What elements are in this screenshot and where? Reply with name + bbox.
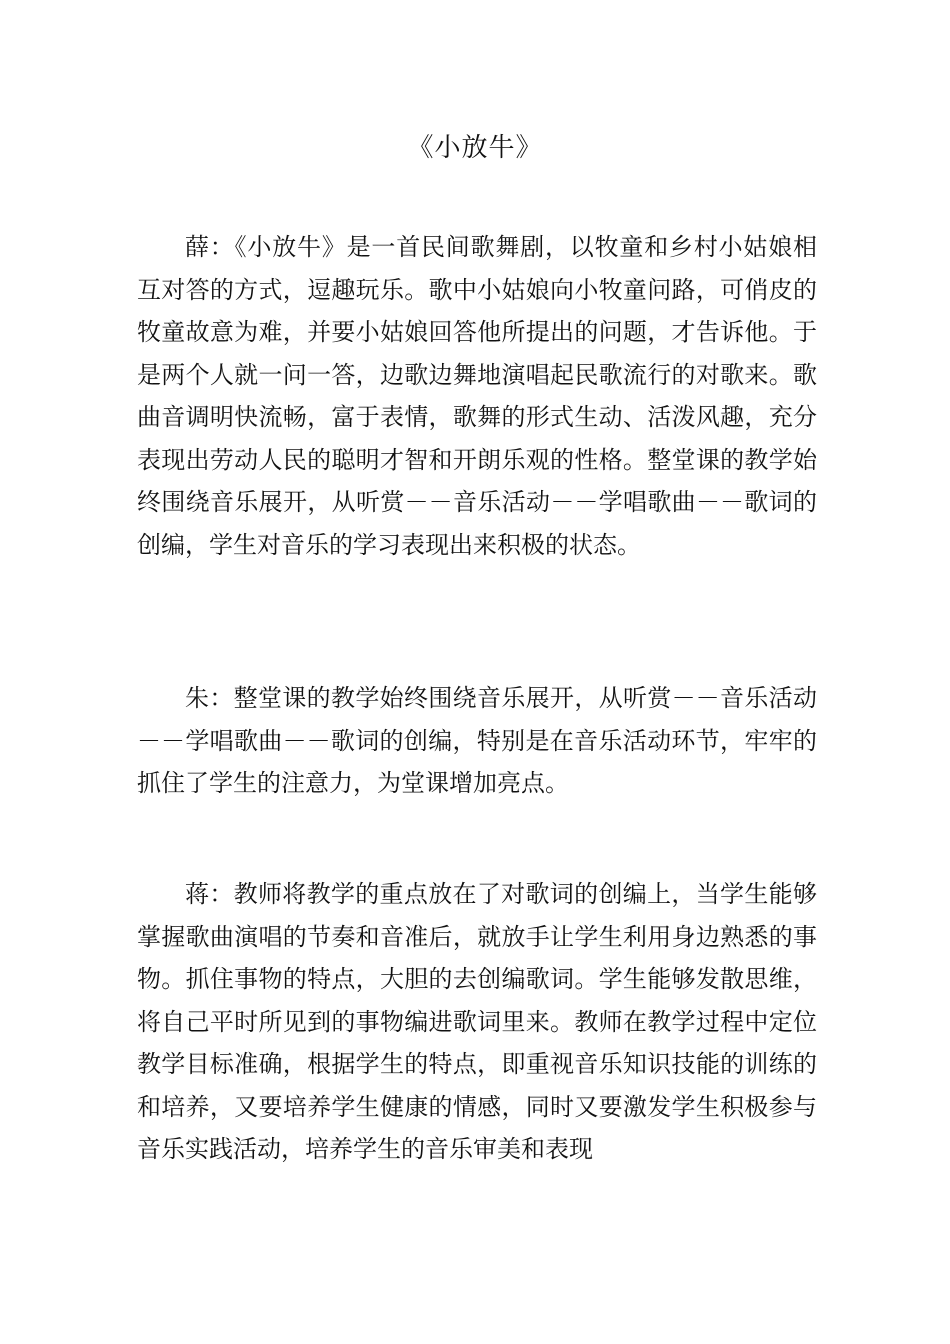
paragraph-zhu-comment: 朱：整堂课的教学始终围绕音乐展开，从听赏－－音乐活动－－学唱歌曲－－歌词的创编，特别是在音乐活动环节，牢牢的抓住了学生的注意力，为堂课增加亮点。 xyxy=(137,684,817,797)
paragraph-xue-comment: 薛：《小放牛》是一首民间歌舞剧，以牧童和乡村小姑娘相互对答的方式，逗趣玩乐。歌中小姑娘向小牧童问路，可俏皮的牧童故意为难，并要小姑娘回答他所提出的问题，才告诉他。于是两个人就一问一答，边歌边舞地演唱起民歌流行的对歌来。歌曲音调明快流畅，富于表情，歌舞的形式生动、活泼风趣，充分表现出劳动人民的聪明才智和开朗乐观的性格。整堂课的教学始终围绕音乐展开，从听赏－－音乐活动－－学唱歌曲－－歌词的创编，学生对音乐的学习表现出来积极的状态。 xyxy=(137,233,817,559)
paragraph-jiang-comment: 蒋：教师将教学的重点放在了对歌词的创编上，当学生能够掌握歌曲演唱的节奏和音准后，就放手让学生利用身边熟悉的事物。抓住事物的特点，大胆的去创编歌词。学生能够发散思维，将自己平时所见到的事物编进歌词里来。教师在教学过程中定位教学目标准确，根据学生的特点，即重视音乐知识技能的训练的和培养，又要培养学生健康的情感，同时又要激发学生积极参与音乐实践活动，培养学生的音乐审美和表现 xyxy=(137,880,817,1163)
document-title: 《小放牛》 xyxy=(407,133,543,163)
